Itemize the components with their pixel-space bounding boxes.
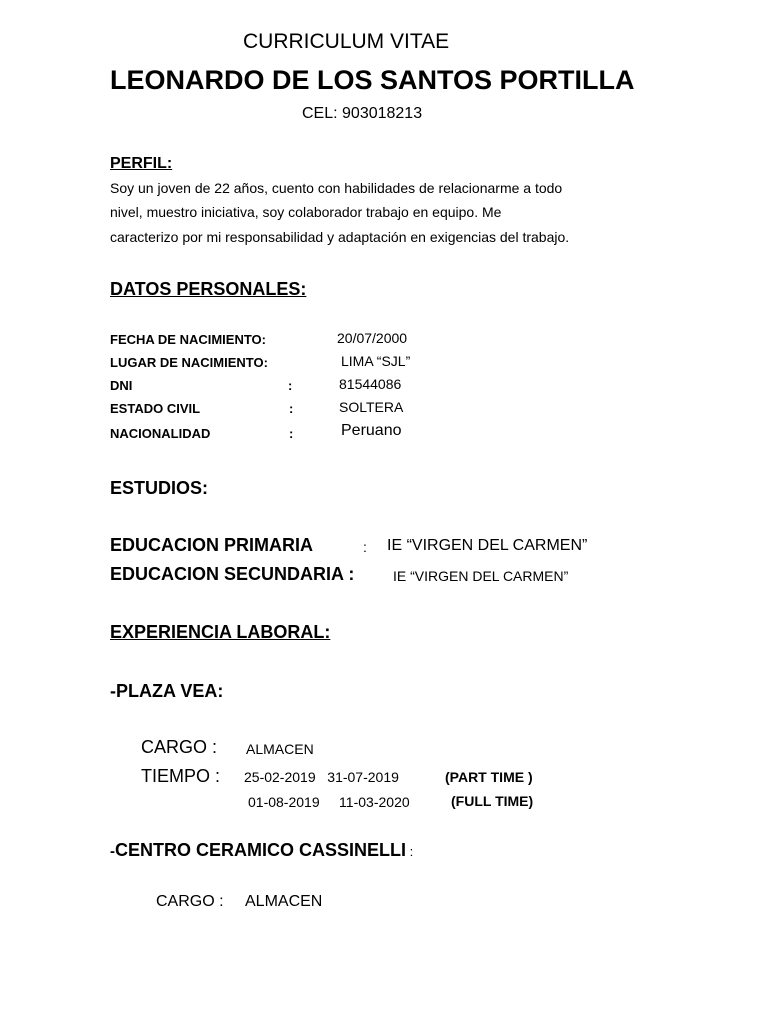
- datos-colon: :: [289, 426, 294, 441]
- experiencia-heading: EXPERIENCIA LABORAL:: [110, 622, 331, 642]
- datos-colon: :: [288, 378, 293, 393]
- job-period-range: 25-02-2019 31-07-2019: [244, 769, 399, 785]
- educacion-secundaria-value: IE “VIRGEN DEL CARMEN”: [393, 568, 569, 584]
- phone-number: CEL: 903018213: [302, 105, 423, 122]
- educacion-primaria-label: EDUCACION PRIMARIA: [110, 535, 314, 555]
- job-cargo-label: CARGO :: [141, 737, 218, 757]
- perfil-line: caracterizo por mi responsabilidad y adaptación en exigencias del trabajo.: [110, 229, 570, 245]
- job-company: -PLAZA VEA:: [110, 681, 224, 701]
- datos-personales-heading: DATOS PERSONALES:: [110, 279, 307, 299]
- educacion-secundaria-label: EDUCACION SECUNDARIA :: [110, 564, 355, 584]
- job-period-note: (FULL TIME): [451, 793, 534, 809]
- job-company-line: [110, 840, 413, 861]
- datos-value-lugar: LIMA “SJL”: [341, 353, 411, 369]
- datos-value-dni: 81544086: [339, 376, 402, 392]
- educacion-colon: :: [363, 539, 367, 555]
- job-tiempo-label: TIEMPO :: [141, 766, 221, 786]
- job-company: CENTRO CERAMICO CASSINELLI: [115, 840, 407, 860]
- datos-colon: :: [289, 401, 294, 416]
- perfil-line: Soy un joven de 22 años, cuento con habilidades de relacionarme a todo: [110, 180, 563, 196]
- datos-value-fecha: 20/07/2000: [337, 330, 408, 346]
- datos-label-fecha: FECHA DE NACIMIENTO:: [110, 332, 266, 347]
- datos-label-estado-civil: ESTADO CIVIL: [110, 401, 201, 416]
- job-period-note: (PART TIME ): [445, 769, 533, 785]
- perfil-heading: PERFIL:: [110, 155, 173, 172]
- job-cargo-label: CARGO :: [156, 893, 224, 910]
- datos-label-nacionalidad: NACIONALIDAD: [110, 426, 211, 441]
- job-period-range: 01-08-2019 11-03-2020: [248, 794, 410, 810]
- datos-label-dni: DNI: [110, 378, 133, 393]
- job-company-prefix: -: [110, 843, 115, 860]
- datos-value-estado-civil: SOLTERA: [339, 399, 404, 415]
- job-cargo-value: ALMACEN: [245, 893, 323, 910]
- candidate-name: LEONARDO DE LOS SANTOS PORTILLA: [110, 65, 635, 95]
- job-cargo-value: ALMACEN: [246, 741, 314, 757]
- datos-label-lugar: LUGAR DE NACIMIENTO:: [110, 355, 268, 370]
- perfil-line: nivel, muestro iniciativa, soy colaborador trabajo en equipo. Me: [110, 204, 502, 220]
- document-title: CURRICULUM VITAE: [243, 30, 450, 53]
- job-company-suffix: :: [406, 844, 414, 859]
- educacion-primaria-value: IE “VIRGEN DEL CARMEN”: [387, 537, 588, 554]
- estudios-heading: ESTUDIOS:: [110, 478, 209, 498]
- datos-value-nacionalidad: Peruano: [341, 422, 402, 439]
